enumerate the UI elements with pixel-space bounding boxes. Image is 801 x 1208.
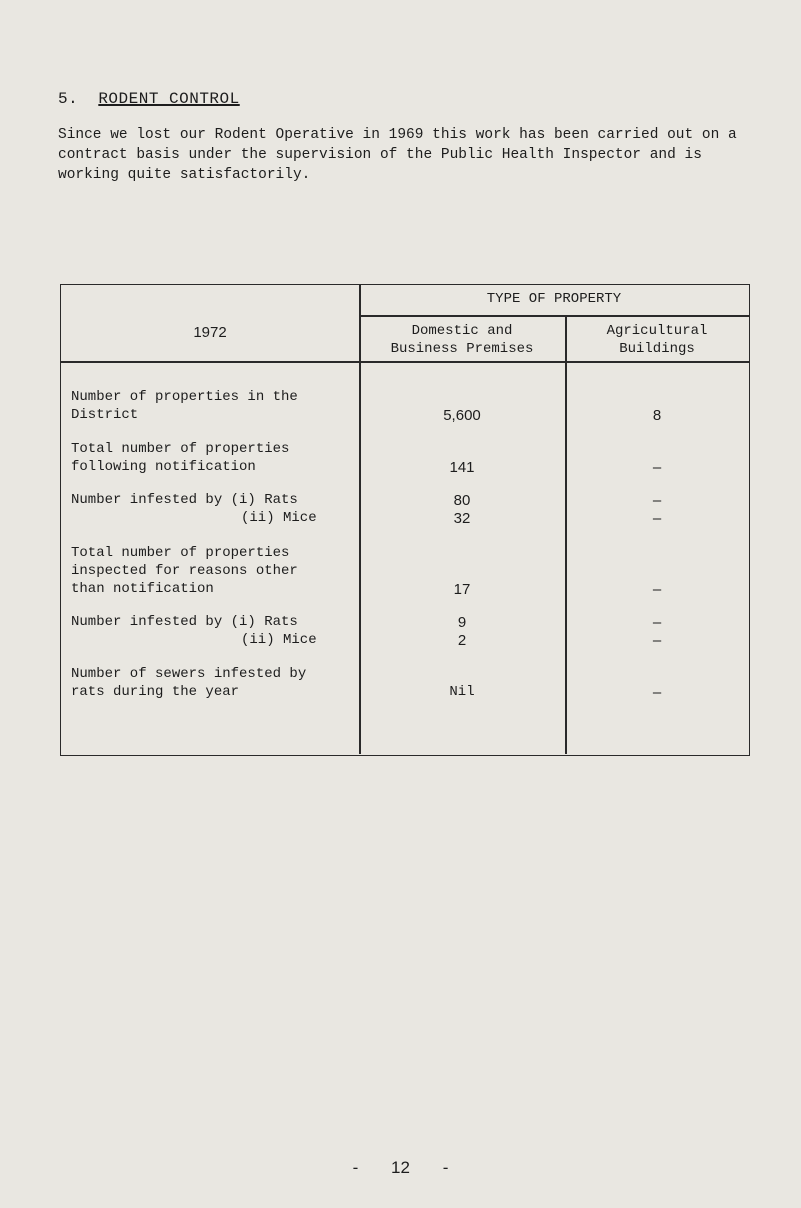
table-rule-header (61, 361, 749, 363)
agricultural-value: – (652, 492, 662, 509)
agricultural-value: – (652, 632, 662, 649)
row-label: (ii) Mice (241, 510, 317, 526)
domestic-header-line2: Business Premises (390, 341, 534, 357)
domestic-value: 2 (457, 632, 467, 649)
row-label: Total number of properties (71, 441, 290, 457)
domestic-header-line1: Domestic and (411, 323, 513, 339)
type-of-property-header: TYPE OF PROPERTY (486, 291, 622, 307)
domestic-value: 9 (457, 614, 467, 631)
row-label: inspected for reasons other (71, 563, 298, 579)
section-heading (58, 90, 240, 108)
agricultural-header-line1: Agricultural (606, 323, 708, 339)
row-label: Total number of properties (71, 545, 290, 561)
domestic-value: 5,600 (443, 407, 481, 424)
domestic-value: 32 (453, 510, 471, 527)
table-rule-group (359, 315, 749, 317)
page-footer (0, 1158, 801, 1178)
row-label: rats during the year (71, 684, 240, 700)
row-label: Number of properties in the (71, 389, 298, 405)
agricultural-value: – (652, 581, 662, 598)
intro-paragraph: Since we lost our Rodent Operative in 1969 this work has been carried out on a contract basis under the supervision of the Public Health Inspector and is working quite satisfactorily. (58, 127, 737, 183)
domestic-value: 141 (449, 459, 475, 476)
domestic-value: Nil (449, 684, 475, 700)
domestic-value: 17 (453, 581, 471, 598)
domestic-value: 80 (453, 492, 471, 509)
agricultural-value: – (652, 459, 662, 476)
section-title: RODENT CONTROL (98, 90, 240, 108)
agricultural-value: 8 (652, 407, 662, 424)
row-label: than notification (71, 581, 214, 597)
agricultural-value: – (652, 684, 662, 701)
page-number: 12 (391, 1158, 410, 1177)
footer-dash-left: - (352, 1158, 359, 1177)
row-label: District (71, 407, 139, 423)
rodent-control-table (60, 284, 750, 756)
year-header: 1972 (193, 324, 227, 341)
row-label: (ii) Mice (241, 632, 317, 648)
agricultural-value: – (652, 510, 662, 527)
row-label: Number infested by (i) Rats (71, 614, 298, 630)
footer-dash-right: - (442, 1158, 449, 1177)
row-label: following notification (71, 459, 256, 475)
row-label: Number of sewers infested by (71, 666, 307, 682)
agricultural-value: – (652, 614, 662, 631)
section-number: 5. (58, 90, 79, 108)
agricultural-header-line2: Buildings (619, 341, 695, 357)
row-label: Number infested by (i) Rats (71, 492, 298, 508)
